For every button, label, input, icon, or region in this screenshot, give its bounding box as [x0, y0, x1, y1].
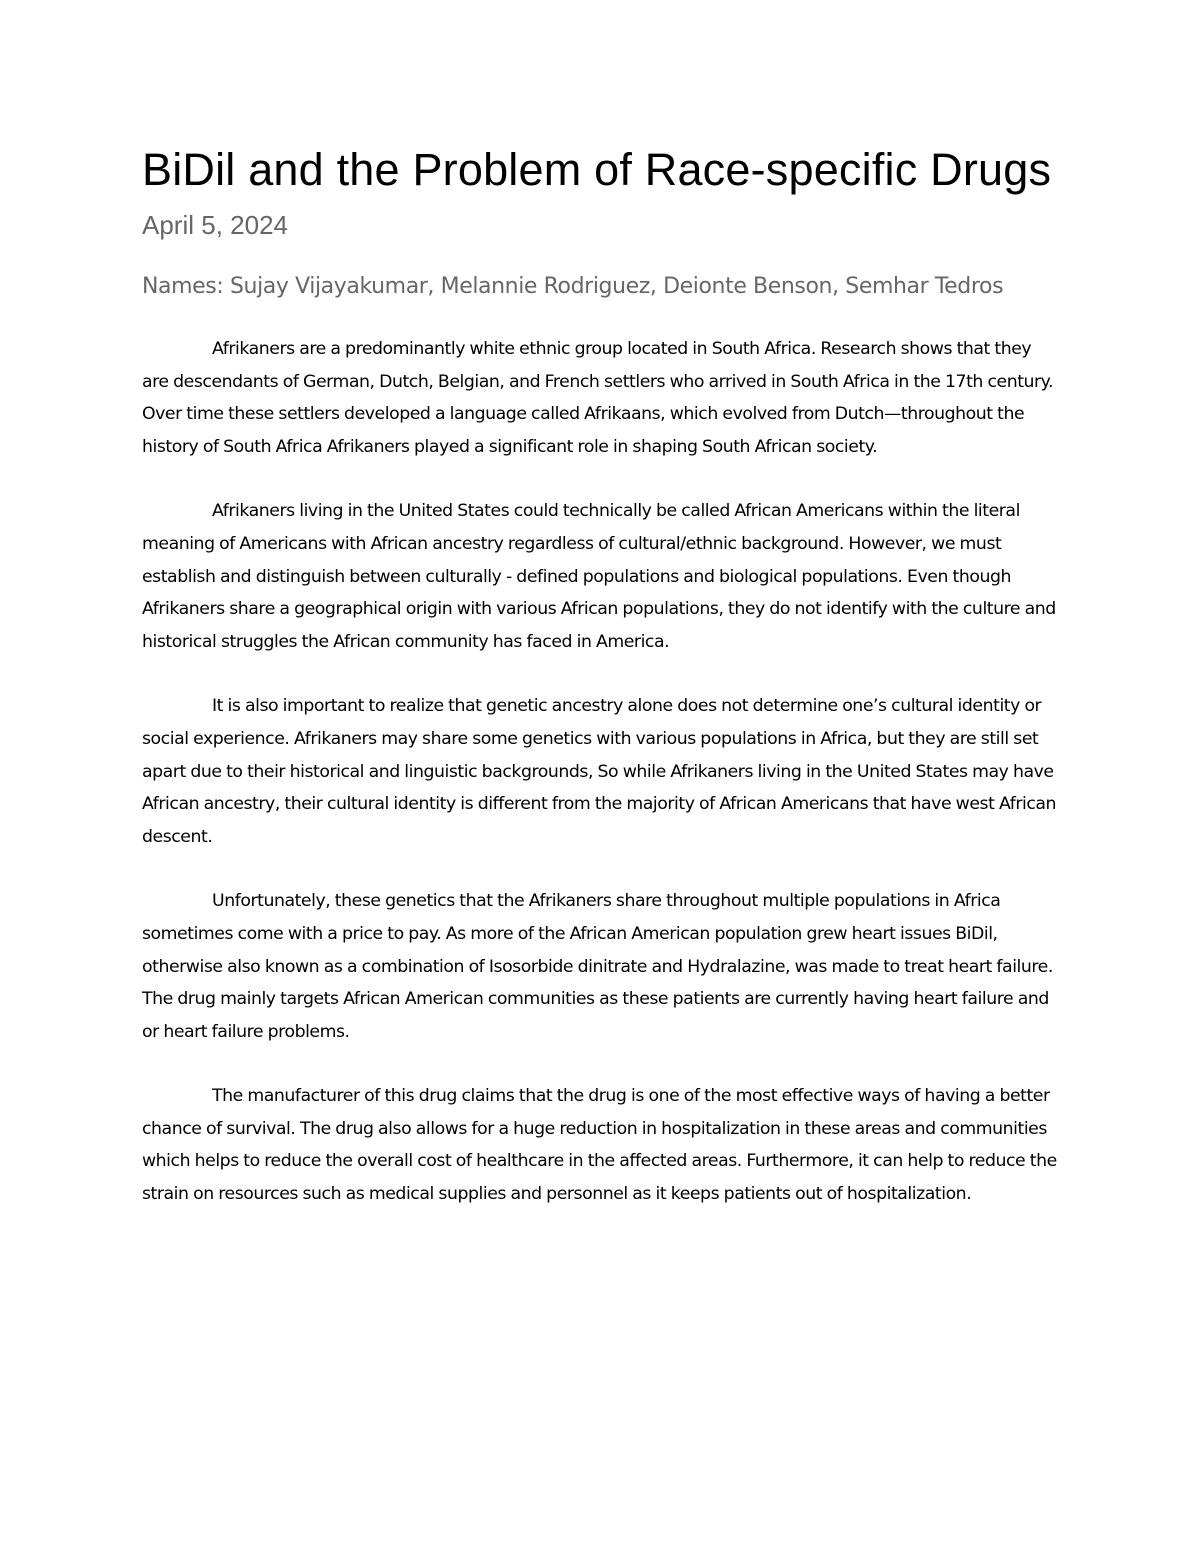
document-title: BiDil and the Problem of Race-specific Drugs: [142, 144, 1052, 195]
paragraph-1: Afrikaners are a predominantly white ethnic group located in South Africa. Research shows that they are descendants of German, Dutch, Belgian, and French settlers who arrived in South Africa in the 17th century. Over time these settlers developed a language called Afrikaans, which evolved from Dutch—throughout the history of South Africa Afrikaners played a significant role in shaping South African society.: [142, 339, 1054, 457]
document-content: [142, 142, 1060, 1243]
paragraph-2: Afrikaners living in the United States could technically be called African Americans within the literal meaning of Americans with African ancestry regardless of cultural/ethnic background. However, we must establish and distinguish between culturally - defined populations and biological populations. Even though Afrikaners share a geographical origin with various African populations, they do not identify with the culture and historical struggles the African community has faced in America.: [142, 501, 1056, 652]
paragraph-5: The manufacturer of this drug claims that the drug is one of the most effective ways of having a better chance of survival. The drug also allows for a huge reduction in hospitalization in these areas and communities which helps to reduce the overall cost of healthcare in the affected areas. Furthermore, it can help to reduce the strain on resources such as medical supplies and personnel as it keeps patients out of hospitalization.: [142, 1086, 1057, 1205]
paragraph-4: Unfortunately, these genetics that the Afrikaners share throughout multiple populations in Africa sometimes come with a price to pay. As more of the African American population grew heart issues BiDil, otherwise also known as a combination of Isosorbide dinitrate and Hydralazine, was made to treat heart failure. The drug mainly targets African American communities as these patients are currently having heart failure and or heart failure problems.: [142, 891, 1053, 1042]
author-names: Names: Sujay Vijayakumar, Melannie Rodriguez, Deionte Benson, Semhar Tedros: [142, 274, 1004, 299]
document-date: April 5, 2024: [142, 210, 288, 240]
paragraph-3: It is also important to realize that genetic ancestry alone does not determine one’s cultural identity or social experience. Afrikaners may share some genetics with various populations in Africa, but they are still set apart due to their historical and linguistic backgrounds, So while Afrikaners living in the United States may have African ancestry, their cultural identity is different from the majority of African Americans that have west African descent.: [142, 696, 1057, 847]
document-body: [142, 333, 1060, 1211]
